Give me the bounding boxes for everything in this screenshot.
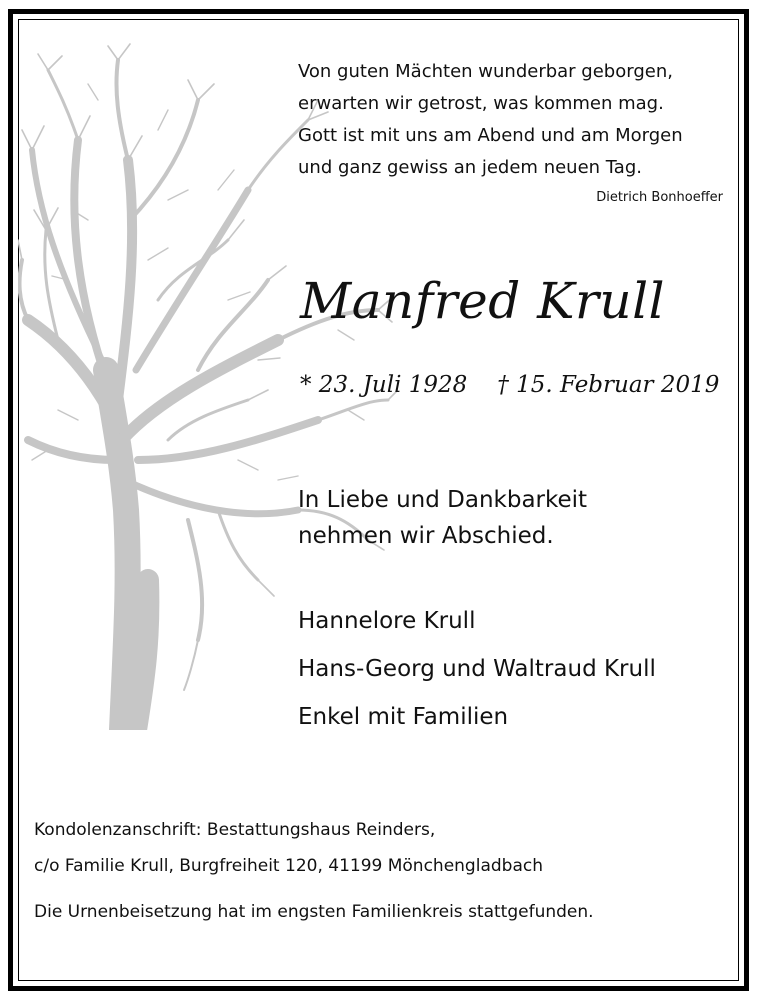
farewell-text <box>298 482 587 554</box>
death-date: † 15. Februar 2019 <box>497 372 720 398</box>
burial-note: Die Urnenbeisetzung hat im engsten Familienkreis stattgefunden. <box>34 902 594 922</box>
mourners-list <box>298 597 656 741</box>
mourner-name: Enkel mit Familien <box>298 704 509 730</box>
condolence-line: Kondolenzanschrift: Bestattungshaus Reinders, <box>34 820 436 840</box>
quote-author: Dietrich Bonhoeffer <box>596 190 723 205</box>
deceased-name: Manfred Krull <box>300 272 666 330</box>
mourner-name: Hannelore Krull <box>298 608 476 634</box>
mourner-name: Hans-Georg und Waltraud Krull <box>298 656 656 682</box>
condolence-line: c/o Familie Krull, Burgfreiheit 120, 41199 Mönchengladbach <box>34 856 543 876</box>
birth-date: * 23. Juli 1928 <box>300 372 468 398</box>
bonhoeffer-quote <box>298 56 738 184</box>
condolence-address <box>34 812 543 884</box>
life-dates <box>300 372 719 398</box>
quote-line: Von guten Mächten wunderbar geborgen, <box>298 61 673 82</box>
quote-line: Gott ist mit uns am Abend und am Morgen <box>298 125 683 146</box>
quote-line: erwarten wir getrost, was kommen mag. <box>298 93 664 114</box>
farewell-line: nehmen wir Abschied. <box>298 523 554 549</box>
quote-line: und ganz gewiss an jedem neuen Tag. <box>298 157 642 178</box>
farewell-line: In Liebe und Dankbarkeit <box>298 487 588 513</box>
